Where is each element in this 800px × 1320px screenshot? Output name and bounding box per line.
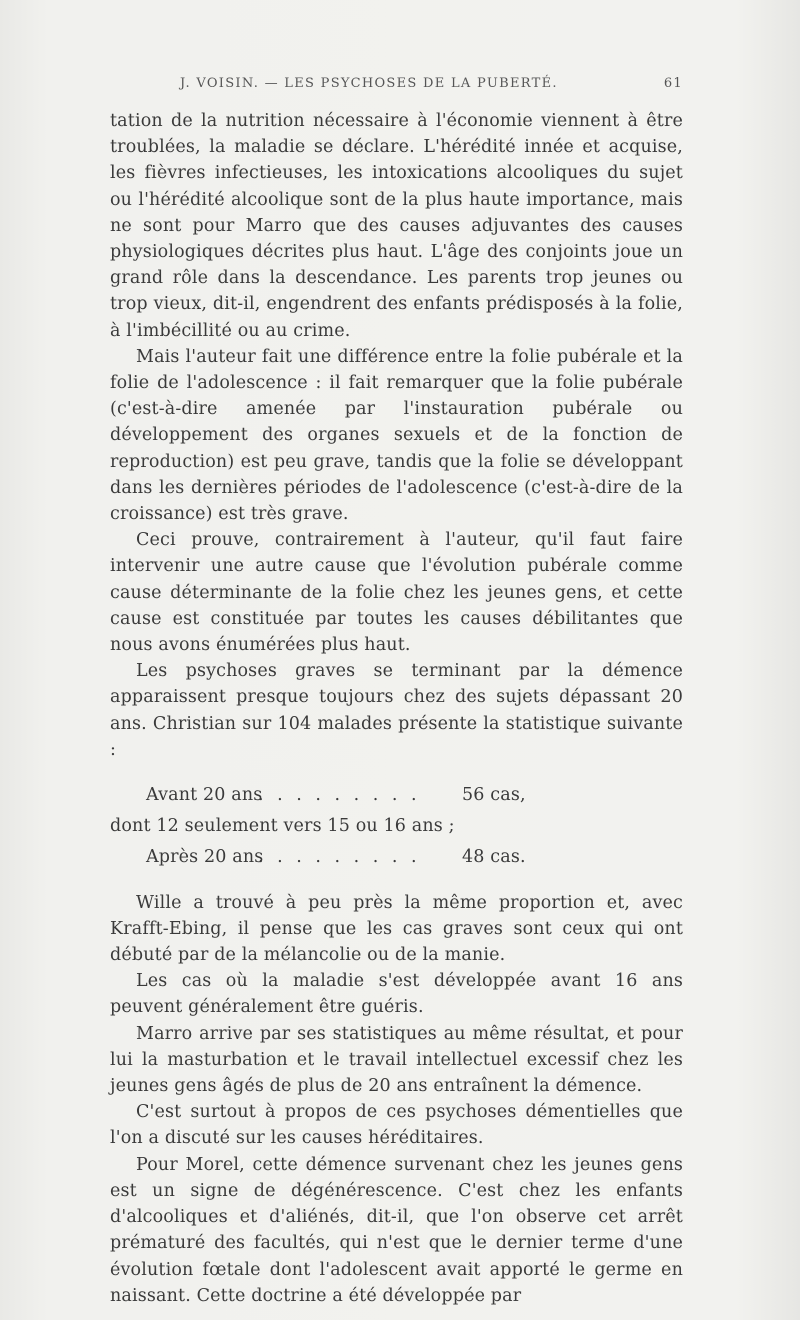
body-text — [110, 108, 683, 1309]
statistic-label: Après 20 ans — [146, 847, 264, 868]
statistic-value: 56 cas, — [462, 785, 526, 806]
paragraph: Les cas où la maladie s'est développée avant 16 ans peuvent généralement être guéris. — [110, 971, 683, 1018]
spacer — [110, 763, 683, 777]
statistic-row-after-20 — [110, 844, 683, 870]
paragraph: Pour Morel, cette démence survenant chez les jeunes gens est un signe de dégénérescence. C'est chez les enfants d'alcooliques et d'aliénés, dit-il, que l'on observe cet arrêt prématuré des facultés, qui n'est que le dernier terme d'une évolution fœtale dont l'adolescent avait apporté le germe en naissant. Cette doctrine a été développée par — [110, 1154, 683, 1306]
statistic-leader-dots: . . . . . . . . . — [258, 847, 421, 868]
paragraph: Les psychoses graves se terminant par la démence apparaissent presque toujours chez des sujets dépassant 20 ans. Christian sur 104 malades présente la statistique suivante : — [110, 661, 683, 760]
paragraph: Ceci prouve, contrairement à l'auteur, qu'il faut faire intervenir une autre cause que l'évolution pubérale comme cause déterminante de la folie chez les jeunes gens, et cette cause est constituée par toutes les causes débilitantes que nous avons énumérées plus haut. — [110, 530, 683, 656]
statistic-note: dont 12 seulement vers 15 ou 16 ans ; — [110, 816, 455, 837]
statistic-value: 48 cas. — [462, 847, 526, 868]
paragraph: Mais l'auteur fait une différence entre la folie pubérale et la folie de l'adolescence : il fait remarquer que la folie pubérale (c'est-à-dire amenée par l'instauration pubérale ou développement des organes sexuels et de la fonction de reproduction) est peu grave, tandis que la folie se développant dans les dernières périodes de l'adolescence (c'est-à-dire de la croissance) est très grave. — [110, 346, 683, 525]
running-head — [108, 76, 683, 96]
paragraph: Marro arrive par ses statistiques au même résultat, et pour lui la masturbation et le travail intellectuel excessif chez les jeunes gens âgés de plus de 20 ans entraînent la démence. — [110, 1023, 683, 1097]
page-number: 61 — [663, 76, 683, 91]
statistic-leader-dots: . . . . . . . . . — [258, 785, 421, 806]
running-head-title: J. VOISIN. — LES PSYCHOSES DE LA PUBERTÉ. — [180, 76, 558, 91]
spacer — [110, 876, 683, 890]
statistic-row-before-20 — [110, 782, 683, 808]
paragraph: tation de la nutrition nécessaire à l'économie viennent à être troublées, la maladie se déclare. L'hérédité innée et acquise, les fièvres infectieuses, les intoxications alcooliques du sujet ou l'hérédité alcoolique sont de la plus haute importance, mais ne sont pour Marro que des causes adjuvantes des causes physiologiques décrites plus haut. L'âge des conjoints joue un grand rôle dans la descendance. Les parents trop jeunes ou trop vieux, dit-il, engendrent des enfants prédisposés à la folie, à l'imbécillité ou au crime. — [110, 111, 683, 341]
paragraph: Wille a trouvé à peu près la même proportion et, avec Krafft-Ebing, il pense que les cas graves sont ceux qui ont débuté par de la mélancolie ou de la manie. — [110, 892, 683, 966]
paragraph: C'est surtout à propos de ces psychoses démentielles que l'on a discuté sur les causes héréditaires. — [110, 1102, 683, 1149]
statistic-label: Avant 20 ans — [146, 785, 263, 806]
